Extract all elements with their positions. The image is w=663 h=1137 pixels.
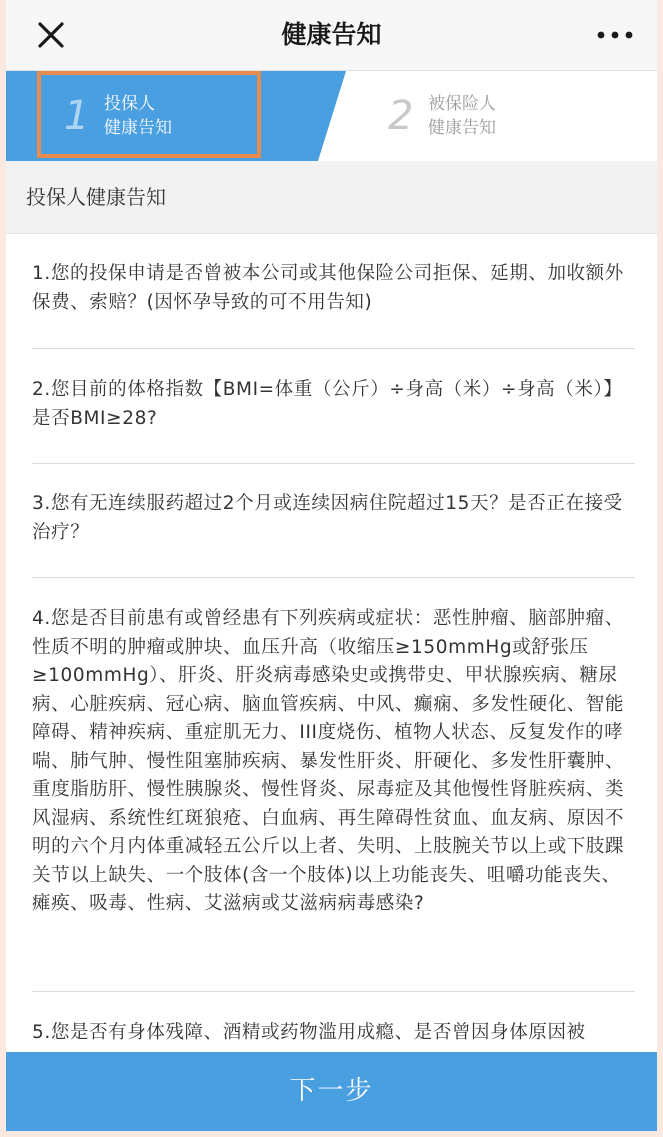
question-item — [32, 234, 635, 349]
section-header — [6, 161, 657, 234]
more-dots-icon[interactable] — [595, 26, 635, 44]
step-number: 1 — [64, 93, 90, 139]
question-text: 4.您是否目前患有或曾经患有下列疾病或症状：恶性肿瘤、脑部肿瘤、性质不明的肿瘤或肿块、血压升高（收缩压≥150mmHg或舒张压≥100mmHg）、肝炎、肝炎病毒感染史或携带史、甲状腺疾病、糖尿病、心脏疾病、冠心病、脑血管疾病、中风、癫痫、多发性硬化、智能障碍、精神疾病、重症肌无力、III度烧伤、植物人状态、反复发作的哮喘、肺气肿、慢性阻塞肺疾病、暴发性肝炎、肝硬化、多发性肝囊肿、重度脂肪肝、慢性胰腺炎、慢性肾炎、尿毒症及其他慢性肾脏疾病、类风湿病、系统性红斑狼疮、白血病、再生障碍性贫血、血友病、原因不明的六个月内体重减轻五公斤以上者、失明、上肢腕关节以上或下肢踝关节以上缺失、一个肢体(含一个肢体)以上功能丧失、咀嚼功能丧失、瘫痪、吸毒、性病、艾滋病或艾滋病病毒感染? — [32, 608, 625, 914]
step-progress-bar — [6, 71, 657, 161]
question-item — [32, 578, 635, 992]
question-text: 2.您目前的体格指数【BMI=体重（公斤）÷身高（米）÷身高（米）】是否BMI≥28? — [32, 379, 623, 429]
step-1[interactable] — [64, 71, 172, 161]
step-2[interactable] — [388, 71, 496, 161]
step-label-line2: 健康告知 — [104, 118, 172, 138]
step-label-line1: 被保险人 — [428, 94, 496, 114]
step-label-line1: 投保人 — [104, 94, 155, 114]
page-title: 健康告知 — [281, 20, 382, 49]
close-icon[interactable] — [34, 18, 68, 52]
question-text: 3.您有无连续服药超过2个月或连续因病住院超过15天？是否正在接受治疗？ — [32, 493, 623, 543]
question-text: 1.您的投保申请是否曾被本公司或其他保险公司拒保、延期、加收额外保费、索赔？(因怀孕导致的可不用告知) — [32, 263, 624, 313]
question-item — [32, 349, 635, 464]
question-text: 5.您是否有身体残障、酒精或药物滥用成瘾、是否曾因身体原因被 — [32, 1022, 586, 1043]
question-item — [32, 464, 635, 578]
top-navbar — [6, 0, 657, 71]
step-number: 2 — [388, 93, 414, 139]
step-label — [104, 92, 172, 140]
step-label — [428, 92, 496, 140]
question-list — [6, 234, 657, 1112]
next-step-button[interactable]: 下一步 — [6, 1052, 657, 1131]
step-label-line2: 健康告知 — [428, 118, 496, 138]
screen — [6, 0, 657, 1131]
section-title: 投保人健康告知 — [26, 185, 166, 209]
